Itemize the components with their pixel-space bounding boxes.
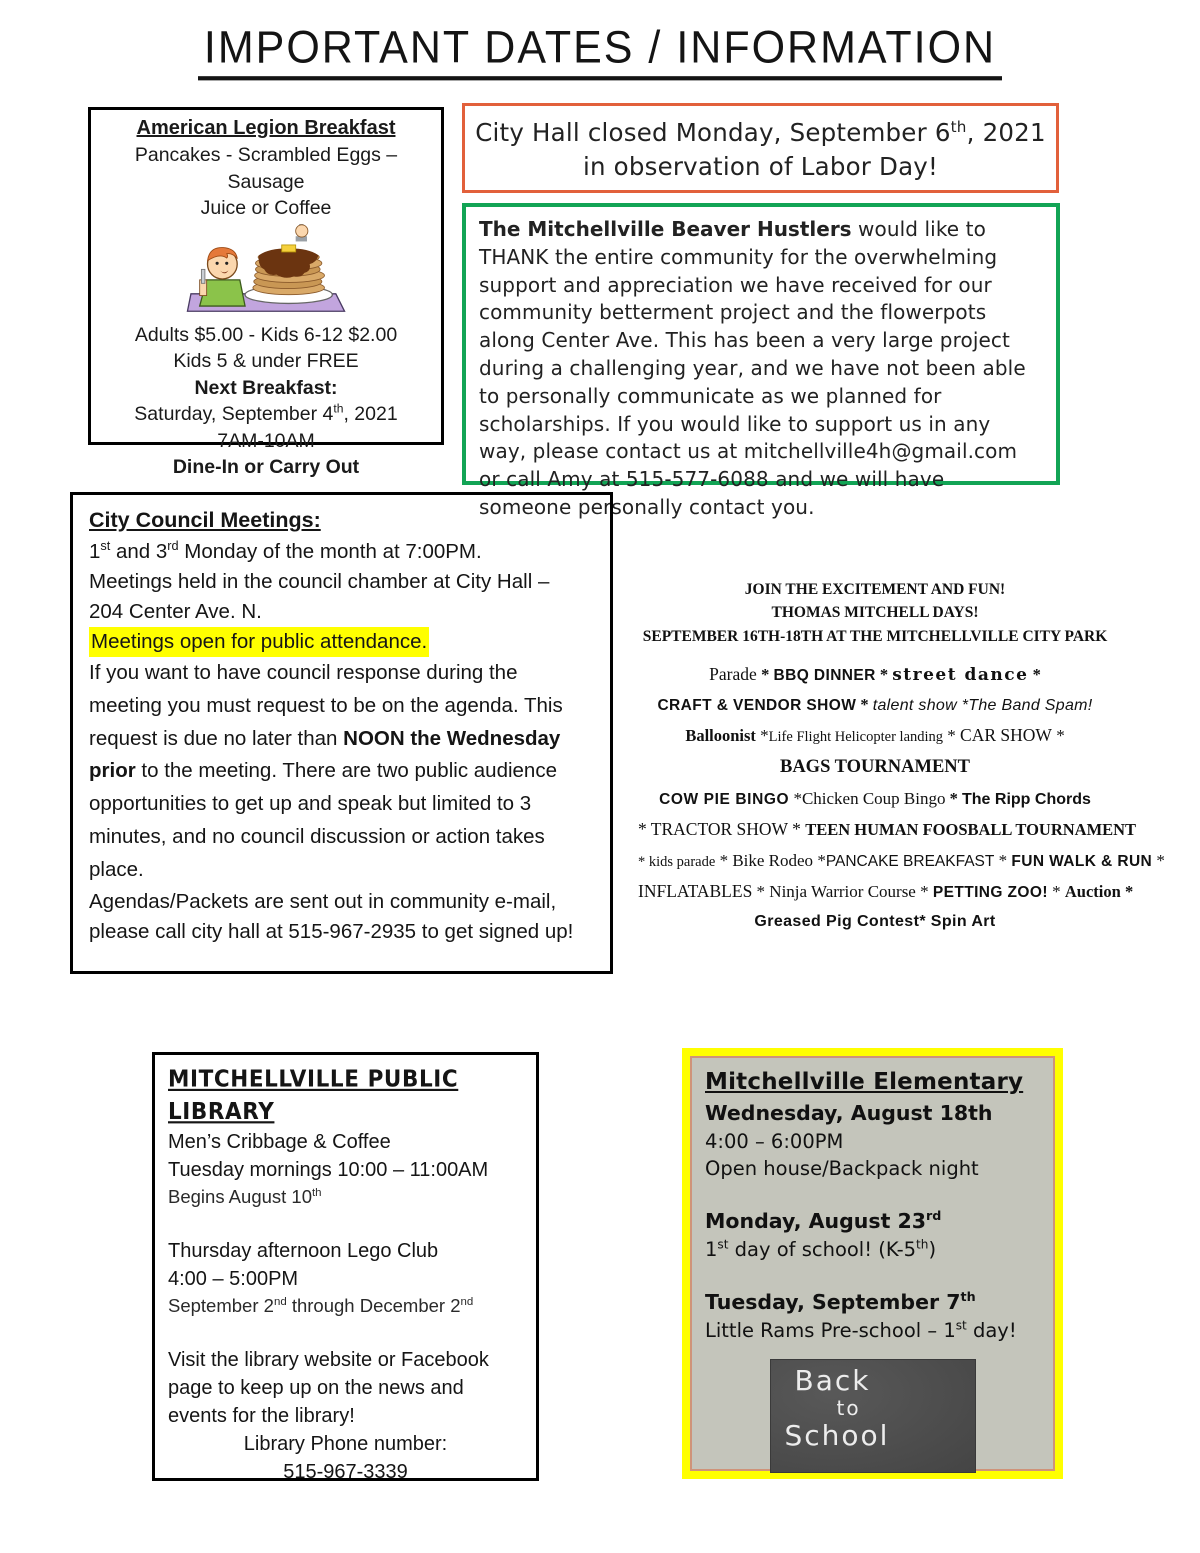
chalkboard-text-line: School xyxy=(784,1418,890,1452)
elementary-event-date: Tuesday, September 7th xyxy=(705,1289,976,1314)
festival-heading-line: SEPTEMBER 16TH-18TH AT THE MITCHELLVILLE CITY PARK xyxy=(642,627,1108,645)
festival-events-line: COW PIE BINGO *Chicken Coup Bingo * The Ripp Chords xyxy=(659,789,1091,809)
breakfast-title: American Legion Breakfast xyxy=(136,117,396,139)
page-title xyxy=(0,24,1200,79)
library-event-line: Tuesday mornings 10:00 – 11:00AM xyxy=(168,1159,489,1182)
beaver-hustlers-text: would like to THANK the entire community for the overwhelming support and appreciation we have received for our community betterment project and the flowerpots along Center Ave. This has been a very large project during a challenging year, and we have not been able to personally communicate as we planned for scholarships. If you would like to support us in any way, please contact us at mitchellville4h@gmail.com or call Amy at 515-577-6088 and we will have someone personally contact you. xyxy=(479,217,1026,519)
library-event-line: September 2nd through December 2nd xyxy=(168,1295,474,1317)
library-title: MITCHELLVILLE PUBLIC LIBRARY xyxy=(168,1066,459,1126)
elementary-title: Mitchellville Elementary xyxy=(705,1069,1024,1095)
library-event-line: 4:00 – 5:00PM xyxy=(168,1268,299,1291)
city-hall-closed-line2: in observation of Labor Day! xyxy=(582,151,939,181)
elementary-event-line: 1st day of school! (K-5th) xyxy=(705,1237,937,1262)
library-event-line: Thursday afternoon Lego Club xyxy=(168,1240,439,1263)
council-agenda-paragraph: If you want to have council response during the meeting you must request to be on the agenda. This request is due no later than NOON the Wednesday prior to the meeting. There are two public audience opportunities to get up and speak but limited to 3 minutes, and no council discussion or action takes place. xyxy=(89,661,563,881)
breakfast-next-date: Saturday, September 4th, 2021 xyxy=(134,401,398,426)
council-highlight-line xyxy=(89,627,594,657)
page-title-text: IMPORTANT DATES / INFORMATION xyxy=(198,23,1002,81)
kid-eating-pancakes-clipart xyxy=(177,224,355,320)
festival-events-line: Parade * BBQ DINNER * street dance * xyxy=(709,663,1041,685)
festival-events-line: BAGS TOURNAMENT xyxy=(779,757,970,777)
council-schedule-line: 1st and 3rd Monday of the month at 7:00PM. xyxy=(89,537,482,563)
breakfast-menu-line: Juice or Coffee xyxy=(200,197,332,220)
city-hall-closed-line1: City Hall closed Monday, September 6th, 2021 xyxy=(475,117,1046,147)
library-info-line: Visit the library website or Facebook page to keep up on the news and events for the library! xyxy=(168,1348,489,1427)
elementary-event-line: Open house/Backpack night xyxy=(705,1157,979,1181)
breakfast-dine-line: Dine-In or Carry Out xyxy=(172,456,360,479)
library-phone-number: 515-967-3339 xyxy=(283,1460,408,1483)
breakfast-price-line: Adults $5.00 - Kids 6-12 $2.00 xyxy=(134,323,398,346)
council-title: City Council Meetings: xyxy=(89,508,321,532)
breakfast-time: 7AM-10AM xyxy=(217,429,315,452)
city-council-meetings-card xyxy=(70,492,613,974)
elementary-event-line: 4:00 – 6:00PM xyxy=(705,1129,844,1153)
festival-heading-line: JOIN THE EXCITEMENT AND FUN! xyxy=(744,581,1006,598)
back-to-school-chalkboard xyxy=(770,1359,976,1473)
highlighted-text: Meetings open for public attendance. xyxy=(89,627,429,657)
festival-events-line: CRAFT & VENDOR SHOW * talent show *The Band Spam! xyxy=(657,695,1093,714)
breakfast-next-label: Next Breakfast: xyxy=(194,376,338,399)
chalkboard-text-line: Back xyxy=(794,1363,871,1397)
festival-events-line: INFLATABLES * Ninja Warrior Course * PETTING ZOO! * Auction * xyxy=(638,881,1134,902)
festival-events-line: * TRACTOR SHOW * TEEN HUMAN FOOSBALL TOURNAMENT xyxy=(638,819,1137,840)
festival-events-line: Balloonist *Life Flight Helicopter landing * CAR SHOW * xyxy=(685,725,1065,745)
city-hall-closed-notice xyxy=(462,103,1059,193)
festival-events-line: Greased Pig Contest* Spin Art xyxy=(754,913,996,931)
thomas-mitchell-days-block xyxy=(638,578,1165,932)
public-library-card xyxy=(152,1052,539,1481)
library-phone-label: Library Phone number: xyxy=(243,1432,448,1455)
elementary-event-line: Little Rams Pre-school – 1st day! xyxy=(705,1318,1017,1343)
breakfast-menu-line: Pancakes - Scrambled Eggs – Sausage xyxy=(134,144,398,193)
chalkboard-text-line: to xyxy=(836,1395,861,1420)
festival-heading-line: THOMAS MITCHELL DAYS! xyxy=(771,604,979,622)
council-agendas-line: Agendas/Packets are sent out in community e-mail, please call city hall at 515-967-2935 to get signed up! xyxy=(89,889,574,943)
american-legion-breakfast-card xyxy=(88,107,444,479)
elementary-school-card xyxy=(682,1048,1063,1479)
beaver-hustlers-name: The Mitchellville Beaver Hustlers xyxy=(479,217,852,241)
festival-events-line: * kids parade * Bike Rodeo *PANCAKE BREAKFAST * FUN WALK & RUN * xyxy=(638,851,1165,871)
beaver-hustlers-notice xyxy=(462,203,1060,519)
elementary-event-date: Monday, August 23rd xyxy=(705,1208,942,1234)
elementary-event-date: Wednesday, August 18th xyxy=(705,1100,993,1125)
library-event-line: Begins August 10th xyxy=(168,1186,322,1208)
breakfast-price-line: Kids 5 & under FREE xyxy=(173,350,359,373)
council-location-line: Meetings held in the council chamber at City Hall – xyxy=(89,569,550,593)
council-address-line: 204 Center Ave. N. xyxy=(89,599,262,623)
library-event-line: Men’s Cribbage & Coffee xyxy=(168,1131,391,1154)
